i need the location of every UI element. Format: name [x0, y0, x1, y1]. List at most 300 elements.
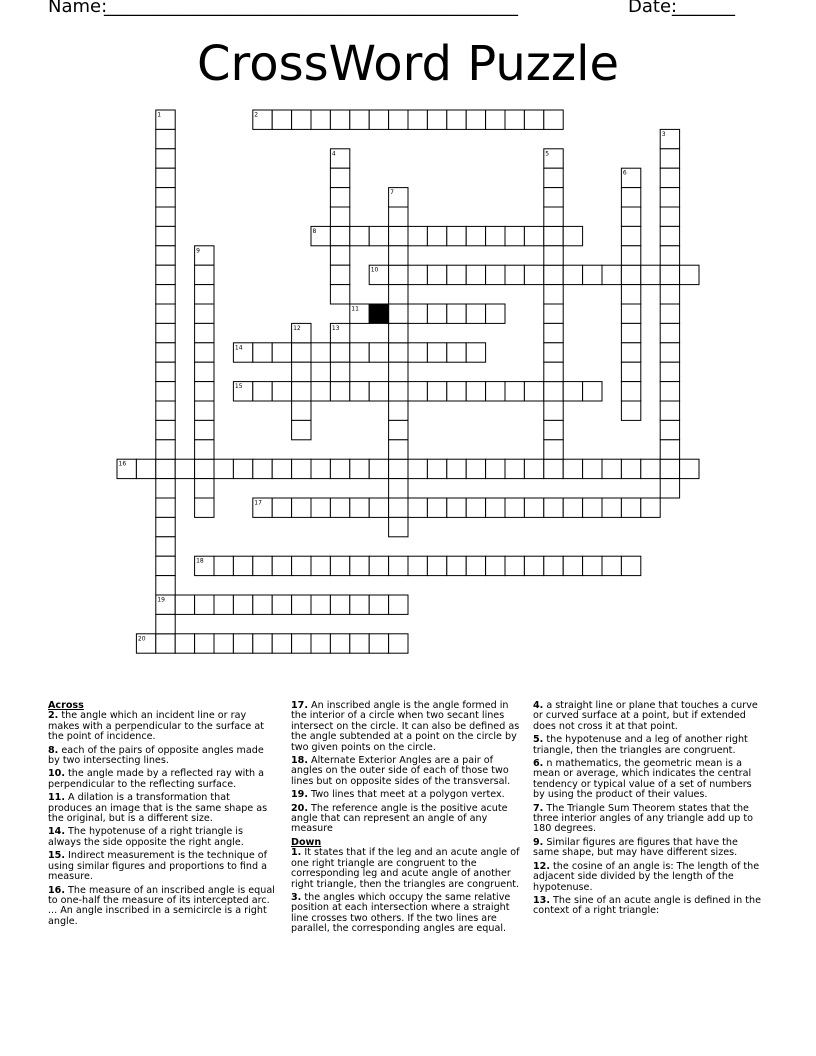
grid-cell[interactable] — [680, 265, 699, 284]
grid-cell[interactable] — [583, 265, 602, 284]
grid-cell[interactable] — [389, 304, 408, 323]
grid-cell[interactable] — [621, 459, 640, 478]
grid-cell[interactable] — [389, 265, 408, 284]
grid-cell[interactable] — [330, 459, 349, 478]
grid-cell[interactable] — [389, 634, 408, 653]
grid-cell[interactable] — [156, 401, 175, 420]
grid-cell[interactable] — [292, 498, 311, 517]
grid-cell[interactable] — [156, 634, 175, 653]
grid-cell[interactable] — [292, 595, 311, 614]
grid-cell[interactable] — [602, 265, 621, 284]
grid-cell[interactable] — [389, 479, 408, 498]
grid-cell[interactable] — [466, 265, 485, 284]
grid-cell[interactable] — [253, 459, 272, 478]
grid-cell[interactable] — [466, 110, 485, 129]
grid-cell[interactable] — [311, 634, 330, 653]
grid-cell[interactable] — [660, 420, 679, 439]
grid-cell[interactable] — [175, 634, 194, 653]
grid-cell[interactable] — [544, 188, 563, 207]
grid-cell[interactable] — [505, 382, 524, 401]
grid-cell[interactable] — [214, 459, 233, 478]
grid-cell[interactable] — [389, 362, 408, 381]
grid-cell[interactable] — [195, 362, 214, 381]
grid-cell[interactable] — [389, 246, 408, 265]
grid-cell[interactable] — [330, 207, 349, 226]
grid-cell[interactable] — [427, 265, 446, 284]
grid-cell[interactable] — [253, 343, 272, 362]
clue-text: The hypotenuse of a right triangle is always the side opposite the right angle. — [48, 826, 244, 848]
grid-cell[interactable] — [563, 498, 582, 517]
grid-cell[interactable] — [156, 537, 175, 556]
grid-cell[interactable] — [408, 110, 427, 129]
clue-text: Similar figures are figures that have the same shape, but may have different sizes. — [533, 836, 738, 859]
grid-cell[interactable] — [350, 110, 369, 129]
grid-cell[interactable] — [195, 595, 214, 614]
grid-cell[interactable] — [156, 614, 175, 633]
grid-cell[interactable] — [602, 498, 621, 517]
clue-number: 16 — [118, 460, 127, 468]
grid-cell[interactable] — [272, 382, 291, 401]
grid-cell[interactable] — [544, 343, 563, 362]
grid-cell[interactable] — [583, 382, 602, 401]
grid-cell[interactable] — [272, 498, 291, 517]
grid-cell[interactable] — [621, 285, 640, 304]
grid-cell[interactable] — [447, 110, 466, 129]
date-label: Date: — [628, 0, 678, 17]
grid-cell[interactable] — [563, 459, 582, 478]
grid-cell[interactable] — [505, 459, 524, 478]
grid-cell[interactable] — [544, 226, 563, 245]
clue-number: 14 — [234, 344, 243, 352]
grid-cell[interactable] — [524, 382, 543, 401]
grid-cell[interactable] — [369, 343, 388, 362]
grid-cell[interactable] — [660, 343, 679, 362]
grid-cell[interactable] — [195, 459, 214, 478]
grid-cell[interactable] — [330, 343, 349, 362]
grid-cell[interactable] — [427, 382, 446, 401]
grid-cell[interactable] — [660, 246, 679, 265]
grid-cell[interactable] — [583, 498, 602, 517]
grid-cell[interactable] — [369, 226, 388, 245]
grid-cell[interactable] — [389, 323, 408, 342]
grid-cell[interactable] — [292, 459, 311, 478]
grid-cell[interactable] — [214, 595, 233, 614]
grid-cell[interactable] — [524, 498, 543, 517]
grid-cell[interactable] — [486, 382, 505, 401]
grid-cell[interactable] — [156, 285, 175, 304]
grid-cell[interactable] — [311, 498, 330, 517]
grid-cell[interactable] — [330, 226, 349, 245]
grid-cell[interactable] — [156, 129, 175, 148]
grid-cell[interactable] — [486, 265, 505, 284]
grid-cell[interactable] — [330, 556, 349, 575]
grid-cell[interactable] — [660, 401, 679, 420]
grid-cell[interactable] — [621, 343, 640, 362]
grid-cell[interactable] — [369, 110, 388, 129]
grid-cell[interactable] — [156, 304, 175, 323]
grid-cell[interactable] — [583, 556, 602, 575]
grid-cell[interactable] — [233, 634, 252, 653]
grid-cell[interactable] — [272, 110, 291, 129]
grid-cell[interactable] — [544, 304, 563, 323]
grid-cell[interactable] — [330, 265, 349, 284]
clue-number: 15. — [48, 850, 65, 862]
grid-cell[interactable] — [505, 110, 524, 129]
grid-cell[interactable] — [292, 401, 311, 420]
grid-cell[interactable] — [292, 634, 311, 653]
grid-cell[interactable] — [195, 440, 214, 459]
grid-cell[interactable] — [408, 556, 427, 575]
grid-cell[interactable] — [544, 459, 563, 478]
grid-cell[interactable] — [447, 265, 466, 284]
grid-cell[interactable] — [195, 401, 214, 420]
clue-item — [48, 746, 276, 767]
grid-cell[interactable] — [486, 226, 505, 245]
grid-cell[interactable] — [156, 459, 175, 478]
grid-cell[interactable] — [292, 382, 311, 401]
grid-cell[interactable] — [156, 168, 175, 187]
grid-cell[interactable] — [621, 304, 640, 323]
grid-cell[interactable] — [660, 168, 679, 187]
grid-cell[interactable] — [660, 479, 679, 498]
grid-cell[interactable] — [330, 168, 349, 187]
grid-cell[interactable] — [156, 479, 175, 498]
grid-cell[interactable] — [660, 362, 679, 381]
grid-cell[interactable] — [292, 110, 311, 129]
grid-cell[interactable] — [466, 459, 485, 478]
clue-number: 19 — [157, 596, 165, 604]
grid-cell[interactable] — [195, 420, 214, 439]
grid-cell[interactable] — [660, 188, 679, 207]
grid-cell[interactable] — [641, 265, 660, 284]
grid-cell[interactable] — [156, 420, 175, 439]
grid-cell[interactable] — [427, 304, 446, 323]
grid-cell[interactable] — [486, 556, 505, 575]
grid-cell[interactable] — [505, 556, 524, 575]
grid-cell[interactable] — [621, 226, 640, 245]
grid-cell[interactable] — [330, 382, 349, 401]
grid-cell[interactable] — [156, 517, 175, 536]
grid-cell[interactable] — [330, 362, 349, 381]
grid-cell[interactable] — [156, 382, 175, 401]
grid-cell[interactable] — [660, 323, 679, 342]
grid-cell[interactable] — [466, 304, 485, 323]
clue-number: 10 — [370, 266, 379, 274]
grid-cell[interactable] — [447, 382, 466, 401]
grid-cell[interactable] — [427, 226, 446, 245]
grid-cell[interactable] — [544, 246, 563, 265]
grid-cell[interactable] — [350, 634, 369, 653]
grid-cell[interactable] — [195, 285, 214, 304]
grid-cell[interactable] — [621, 265, 640, 284]
grid-cell[interactable] — [272, 343, 291, 362]
grid-cell[interactable] — [330, 498, 349, 517]
grid-cell[interactable] — [156, 207, 175, 226]
grid-cell[interactable] — [233, 459, 252, 478]
grid-cell[interactable] — [330, 110, 349, 129]
grid-cell[interactable] — [156, 188, 175, 207]
clue-number: 13. — [533, 894, 550, 906]
clue-text: a straight line or plane that touches a curve or curved surface at a point, but if extended does not cross it at that point. — [533, 700, 758, 732]
grid-cell[interactable] — [195, 265, 214, 284]
clue-number: 6. — [533, 758, 544, 770]
grid-cell[interactable] — [195, 304, 214, 323]
grid-cell[interactable] — [544, 556, 563, 575]
grid-cell[interactable] — [330, 634, 349, 653]
grid-cell[interactable] — [524, 459, 543, 478]
grid-cell[interactable] — [563, 556, 582, 575]
grid-cell[interactable] — [544, 362, 563, 381]
grid-cell[interactable] — [544, 285, 563, 304]
grid-cell[interactable] — [563, 265, 582, 284]
grid-cell[interactable] — [389, 517, 408, 536]
grid-cell[interactable] — [524, 556, 543, 575]
grid-cell[interactable] — [544, 110, 563, 129]
grid-cell[interactable] — [311, 556, 330, 575]
grid-cell[interactable] — [330, 246, 349, 265]
clue-text: the cosine of an angle is: The length of the adjacent side divided by the length of the hypotenuse. — [533, 860, 760, 893]
date-line[interactable]: _______ — [672, 0, 735, 17]
grid-cell[interactable] — [233, 595, 252, 614]
clue-number: 9. — [533, 836, 544, 848]
grid-cell[interactable] — [156, 265, 175, 284]
grid-cell[interactable] — [660, 207, 679, 226]
grid-cell[interactable] — [330, 595, 349, 614]
grid-cell[interactable] — [544, 168, 563, 187]
grid-cell[interactable] — [408, 265, 427, 284]
grid-cell[interactable] — [369, 382, 388, 401]
grid-cell[interactable] — [621, 498, 640, 517]
grid-cell[interactable] — [563, 382, 582, 401]
grid-cell[interactable] — [602, 556, 621, 575]
grid-cell[interactable] — [272, 459, 291, 478]
grid-cell[interactable] — [621, 246, 640, 265]
grid-cell[interactable] — [389, 595, 408, 614]
grid-cell[interactable] — [544, 498, 563, 517]
grid-cell[interactable] — [408, 459, 427, 478]
grid-cell[interactable] — [544, 420, 563, 439]
grid-cell[interactable] — [389, 382, 408, 401]
across-clue-list — [48, 711, 276, 927]
grid-cell[interactable] — [544, 401, 563, 420]
grid-cell[interactable] — [544, 323, 563, 342]
clue-number: 7. — [533, 802, 544, 814]
grid-cell[interactable] — [156, 362, 175, 381]
grid-cell[interactable] — [330, 188, 349, 207]
clue-text: n mathematics, the geometric mean is a mean or average, which indicates the central tendency or typical value of a set of numbers by using the product of their values. — [533, 758, 752, 801]
grid-cell[interactable] — [389, 498, 408, 517]
grid-cell[interactable] — [447, 556, 466, 575]
grid-cell[interactable] — [621, 362, 640, 381]
grid-cell[interactable] — [195, 343, 214, 362]
grid-cell[interactable] — [156, 323, 175, 342]
grid-cell[interactable] — [660, 459, 679, 478]
grid-cell[interactable] — [524, 226, 543, 245]
grid-cell[interactable] — [544, 265, 563, 284]
grid-cell[interactable] — [660, 440, 679, 459]
grid-cell[interactable] — [408, 304, 427, 323]
grid-cell[interactable] — [427, 498, 446, 517]
grid-cell[interactable] — [195, 498, 214, 517]
clue-number: 18. — [291, 755, 308, 767]
grid-cell[interactable] — [389, 207, 408, 226]
grid-cell[interactable] — [253, 556, 272, 575]
grid-cell[interactable] — [292, 420, 311, 439]
grid-cell[interactable] — [447, 498, 466, 517]
grid-cell[interactable] — [156, 440, 175, 459]
grid-cell[interactable] — [660, 265, 679, 284]
grid-cell[interactable] — [369, 459, 388, 478]
grid-cell[interactable] — [427, 110, 446, 129]
grid-cell[interactable] — [408, 343, 427, 362]
grid-cell[interactable] — [156, 556, 175, 575]
grid-cell[interactable] — [389, 420, 408, 439]
clue-number: 6 — [622, 169, 627, 177]
grid-cell[interactable] — [505, 498, 524, 517]
grid-cell[interactable] — [195, 479, 214, 498]
grid-cell[interactable] — [621, 382, 640, 401]
grid-cell[interactable] — [524, 110, 543, 129]
grid-cell[interactable] — [680, 459, 699, 478]
grid-cell[interactable] — [311, 382, 330, 401]
grid-cell[interactable] — [544, 440, 563, 459]
grid-cell[interactable] — [272, 556, 291, 575]
grid-cell[interactable] — [369, 595, 388, 614]
grid-cell[interactable] — [466, 343, 485, 362]
grid-cell[interactable] — [621, 188, 640, 207]
grid-cell[interactable] — [175, 595, 194, 614]
grid-cell[interactable] — [389, 226, 408, 245]
grid-cell[interactable] — [389, 110, 408, 129]
grid-cell[interactable] — [292, 556, 311, 575]
grid-cell[interactable] — [583, 459, 602, 478]
grid-cell[interactable] — [156, 576, 175, 595]
grid-cell[interactable] — [350, 595, 369, 614]
grid-cell[interactable] — [195, 323, 214, 342]
grid-cell[interactable] — [253, 595, 272, 614]
clue-text: the angle made by a reflected ray with a perpendicular to the reflecting surface. — [48, 768, 265, 790]
grid-cell[interactable] — [447, 343, 466, 362]
down-clue-list-continued — [533, 701, 763, 917]
grid-cell[interactable] — [447, 459, 466, 478]
grid-cell[interactable] — [660, 226, 679, 245]
grid-cell[interactable] — [330, 285, 349, 304]
grid-cell[interactable] — [311, 110, 330, 129]
grid-cell[interactable] — [156, 246, 175, 265]
grid-cell[interactable] — [427, 343, 446, 362]
grid-cell[interactable] — [660, 304, 679, 323]
grid-cell[interactable] — [621, 401, 640, 420]
grid-cell[interactable] — [660, 285, 679, 304]
grid-cell[interactable] — [350, 459, 369, 478]
grid-cell[interactable] — [602, 459, 621, 478]
grid-cell[interactable] — [660, 382, 679, 401]
grid-cell[interactable] — [156, 149, 175, 168]
grid-cell[interactable] — [641, 459, 660, 478]
grid-cell[interactable] — [350, 343, 369, 362]
grid-cell[interactable] — [466, 226, 485, 245]
grid-cell[interactable] — [486, 110, 505, 129]
grid-cell[interactable] — [292, 343, 311, 362]
grid-cell[interactable] — [272, 634, 291, 653]
grid-cell[interactable] — [350, 382, 369, 401]
grid-cell[interactable] — [389, 556, 408, 575]
grid-cell[interactable] — [621, 323, 640, 342]
clue-number: 1 — [157, 111, 162, 119]
grid-cell[interactable] — [175, 459, 194, 478]
grid-cell[interactable] — [389, 401, 408, 420]
grid-cell[interactable] — [389, 285, 408, 304]
grid-cell[interactable] — [621, 556, 640, 575]
grid-cell[interactable] — [195, 634, 214, 653]
grid-cell[interactable] — [233, 556, 252, 575]
grid-cell[interactable] — [544, 382, 563, 401]
grid-cell[interactable] — [486, 498, 505, 517]
clue-number: 3. — [291, 891, 302, 903]
clue-number: 2. — [48, 710, 59, 722]
grid-cell[interactable] — [466, 498, 485, 517]
grid-cell[interactable] — [156, 226, 175, 245]
grid-cell[interactable] — [389, 459, 408, 478]
grid-cell[interactable] — [660, 149, 679, 168]
grid-cell[interactable] — [408, 226, 427, 245]
clue-column-1 — [48, 701, 276, 930]
clue-number: 13 — [331, 324, 340, 332]
grid-cell[interactable] — [524, 265, 543, 284]
grid-cell[interactable] — [505, 226, 524, 245]
grid-cell[interactable] — [350, 226, 369, 245]
grid-cell[interactable] — [427, 556, 446, 575]
grid-cell[interactable] — [214, 634, 233, 653]
grid-cell[interactable] — [466, 382, 485, 401]
grid-cell[interactable] — [641, 498, 660, 517]
clue-item — [48, 886, 276, 928]
grid-cell[interactable] — [466, 556, 485, 575]
grid-cell[interactable] — [486, 304, 505, 323]
grid-cell[interactable] — [156, 343, 175, 362]
grid-cell[interactable] — [389, 440, 408, 459]
grid-cell[interactable] — [136, 459, 155, 478]
grid-cell[interactable] — [408, 498, 427, 517]
grid-cell[interactable] — [369, 634, 388, 653]
grid-cell[interactable] — [350, 498, 369, 517]
grid-cell[interactable] — [311, 459, 330, 478]
grid-cell[interactable] — [563, 226, 582, 245]
grid-cell[interactable] — [447, 304, 466, 323]
grid-cell[interactable] — [505, 265, 524, 284]
grid-cell[interactable] — [156, 498, 175, 517]
grid-cell[interactable] — [389, 343, 408, 362]
grid-cell[interactable] — [427, 459, 446, 478]
grid-cell[interactable] — [544, 207, 563, 226]
grid-cell[interactable] — [311, 343, 330, 362]
grid-cell[interactable] — [253, 382, 272, 401]
grid-cell[interactable] — [272, 595, 291, 614]
grid-cell[interactable] — [350, 556, 369, 575]
grid-cell[interactable] — [369, 556, 388, 575]
grid-cell[interactable] — [408, 382, 427, 401]
grid-cell[interactable] — [447, 226, 466, 245]
grid-cell[interactable] — [253, 634, 272, 653]
grid-cell[interactable] — [311, 595, 330, 614]
grid-cell[interactable] — [486, 459, 505, 478]
grid-cell[interactable] — [195, 382, 214, 401]
name-line[interactable]: ______________________________________________ — [104, 0, 518, 17]
grid-cell[interactable] — [369, 498, 388, 517]
grid-cell[interactable] — [621, 207, 640, 226]
grid-cell[interactable] — [292, 362, 311, 381]
grid-cell[interactable] — [214, 556, 233, 575]
